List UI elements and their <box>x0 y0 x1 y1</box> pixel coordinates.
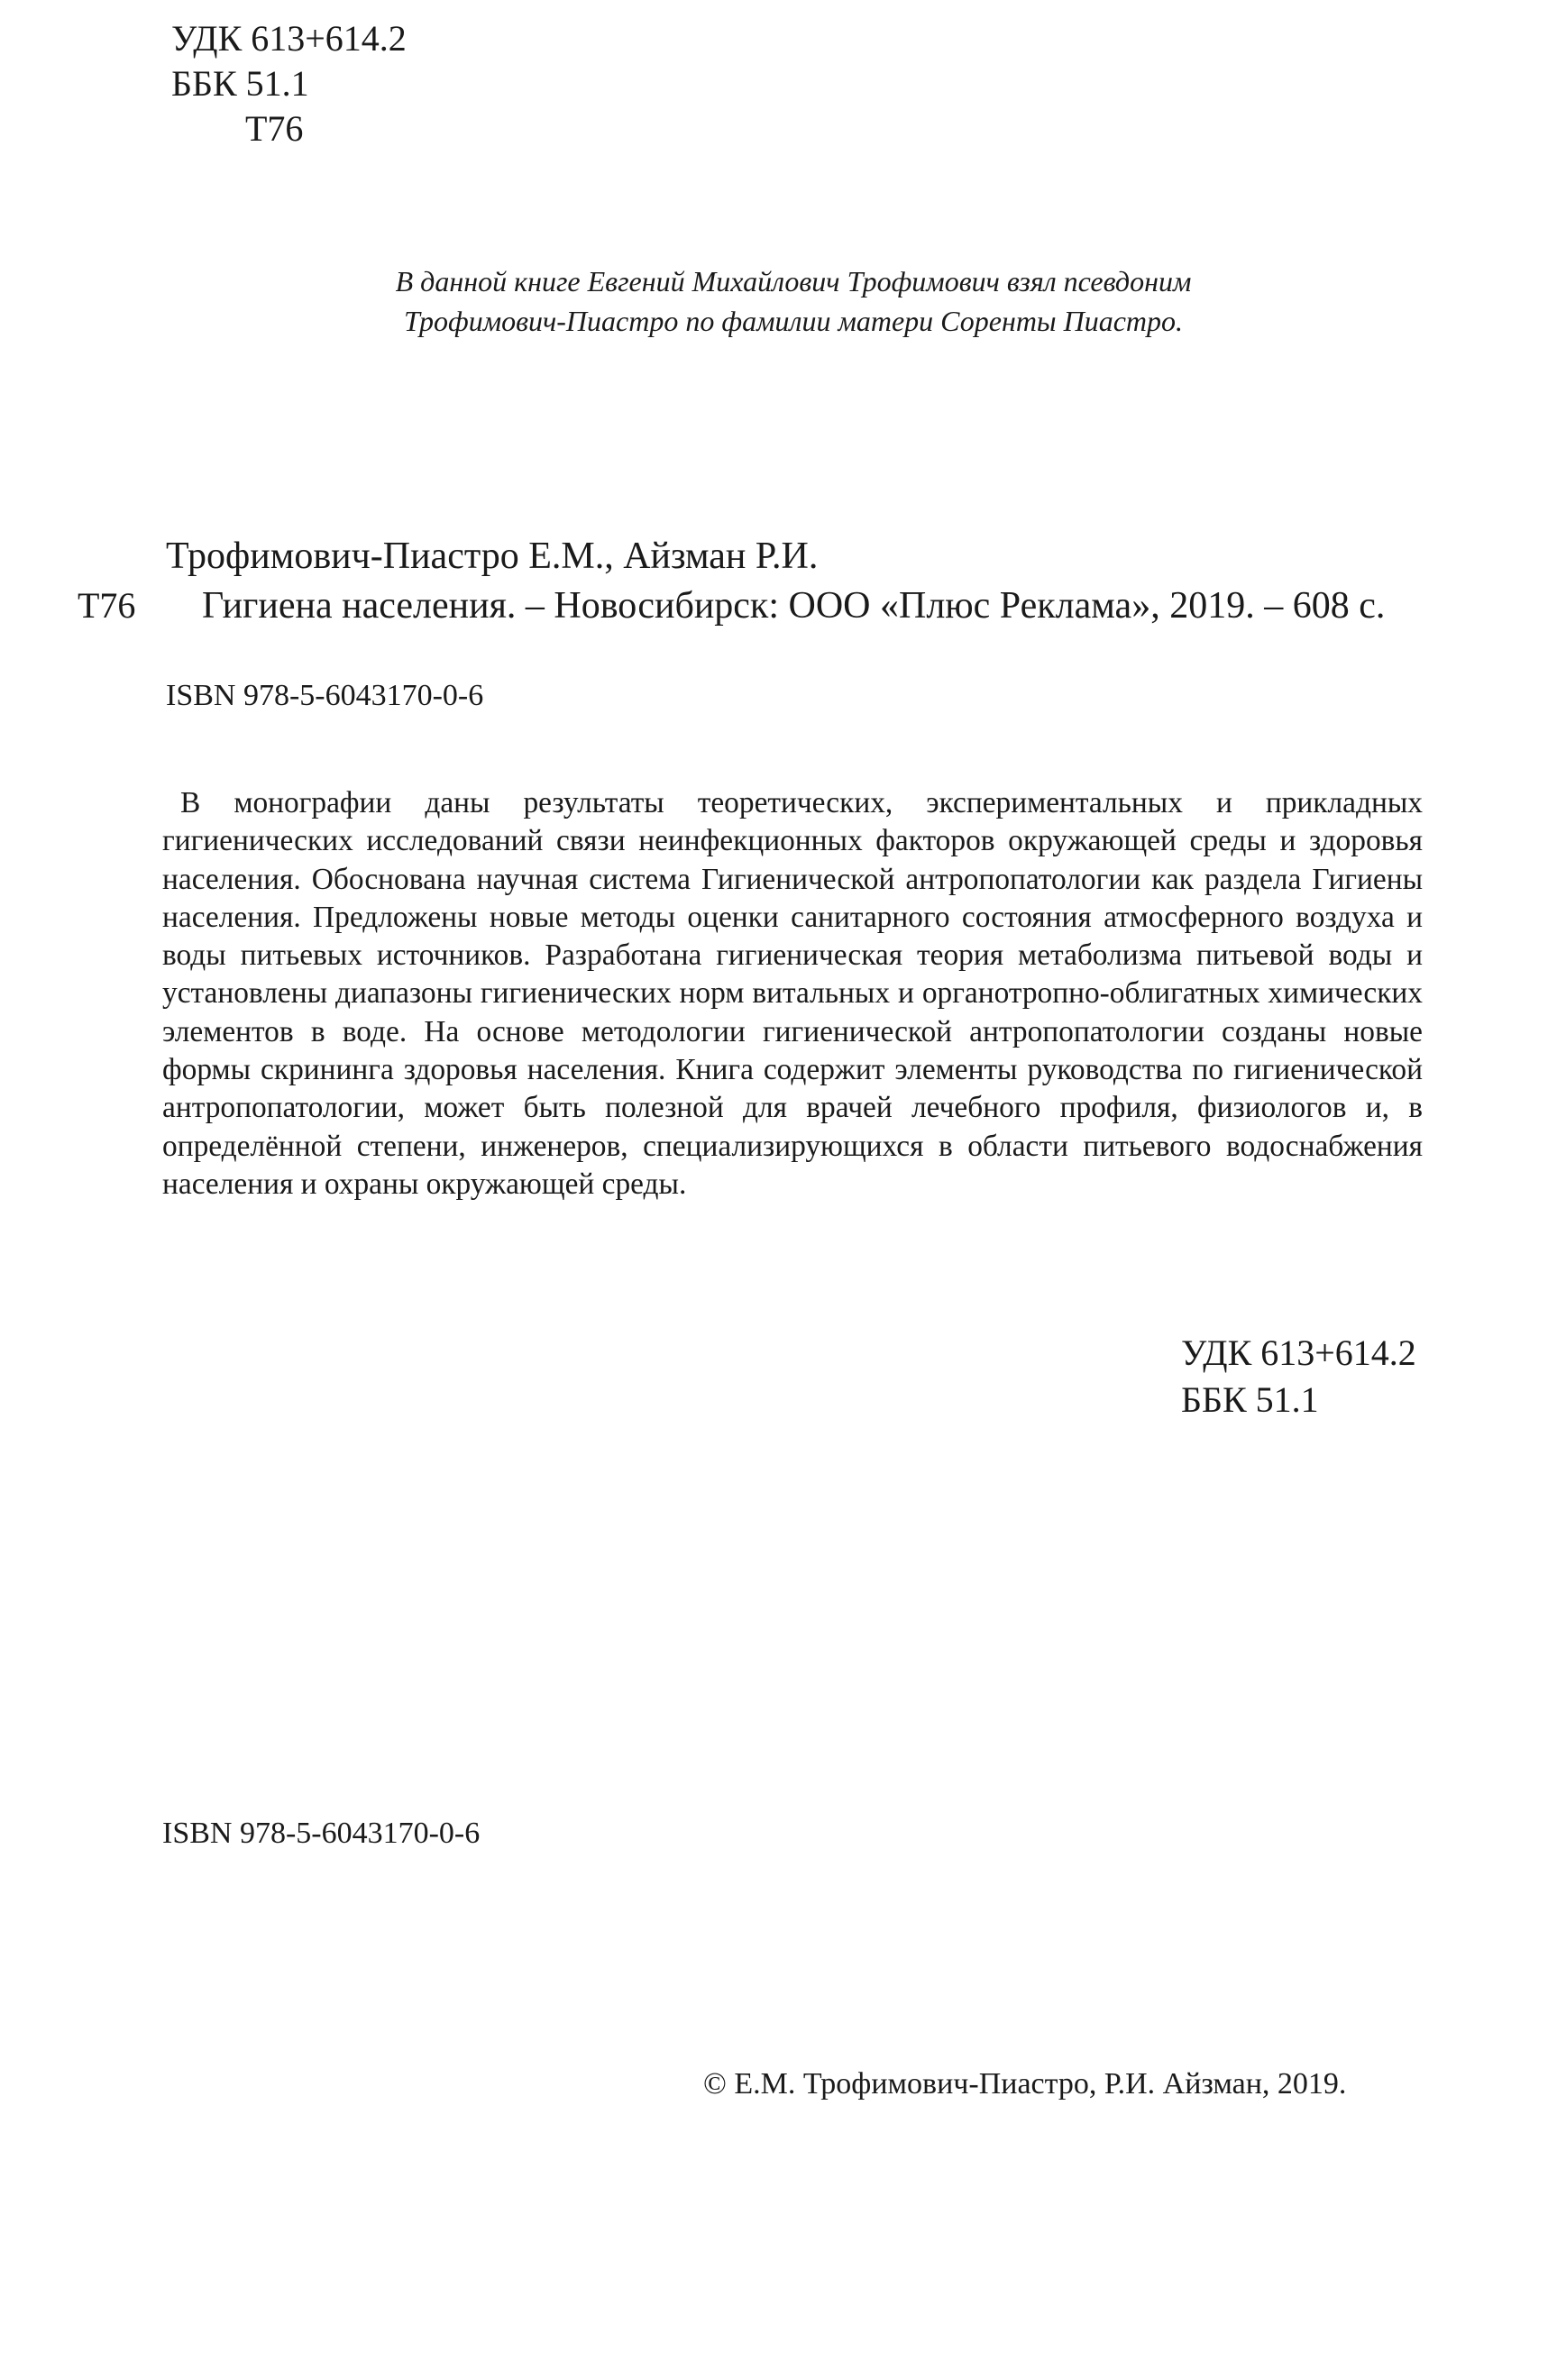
author-mark: Т76 <box>245 108 304 149</box>
isbn-record: ISBN 978-5-6043170-0-6 <box>166 679 484 712</box>
udc-code: УДК 613+614.2 <box>171 18 407 59</box>
pseudonym-note <box>270 261 1316 341</box>
authors-line: Трофимович-Пиастро Е.М., Айзман Р.И. <box>166 536 819 577</box>
title-publisher-line: Гигиена населения. – Новосибирск: ООО «Плюс Реклама», 2019. – 608 с. <box>202 585 1386 627</box>
abstract-paragraph: В монографии даны результаты теоретических, экспериментальных и прикладных гигиенических исследований связи неинфекционных факторов окружающей среды и здоровья населения. Обоснована научная система Гигиенической антропопатологии как раздела Гигиены населения. Предложены новые методы оценки санитарного состояния атмосферного воздуха и воды питьевых источников. Разработана гигиеническая теория метаболизма питьевой воды и установлены диапазоны гигиенических норм витальных и органотропно-облигатных химических элементов в воде. На основе методологии гигиенической антропопатологии созданы новые формы скрининга здоровья населения. Книга содержит элементы руководства по гигиенической антропопатологии, может быть полезной для врачей лечебного профиля, физиологов и, в определённой степени, инженеров, специализирующихся в области питьевого водоснабжения населения и охраны окружающей среды. <box>162 786 1423 1201</box>
pseudonym-note-line-1: В данной книге Евгений Михайлович Трофимович взял псевдоним <box>395 265 1192 298</box>
isbn-bottom: ISBN 978-5-6043170-0-6 <box>162 1817 481 1850</box>
copyright-line: © Е.М. Трофимович-Пиастро, Р.И. Айзман, 2019. <box>703 2067 1347 2101</box>
bbc-code-bottom: ББК 51.1 <box>1181 1379 1319 1420</box>
record-author-mark: Т76 <box>78 585 136 626</box>
pseudonym-note-line-2: Трофимович-Пиастро по фамилии матери Соренты Пиастро. <box>403 305 1184 337</box>
udc-code-bottom: УДК 613+614.2 <box>1181 1332 1416 1373</box>
catalog-codes-bottom <box>1181 1330 1416 1423</box>
bbc-code: ББК 51.1 <box>171 63 309 104</box>
catalog-codes-top <box>171 16 407 151</box>
